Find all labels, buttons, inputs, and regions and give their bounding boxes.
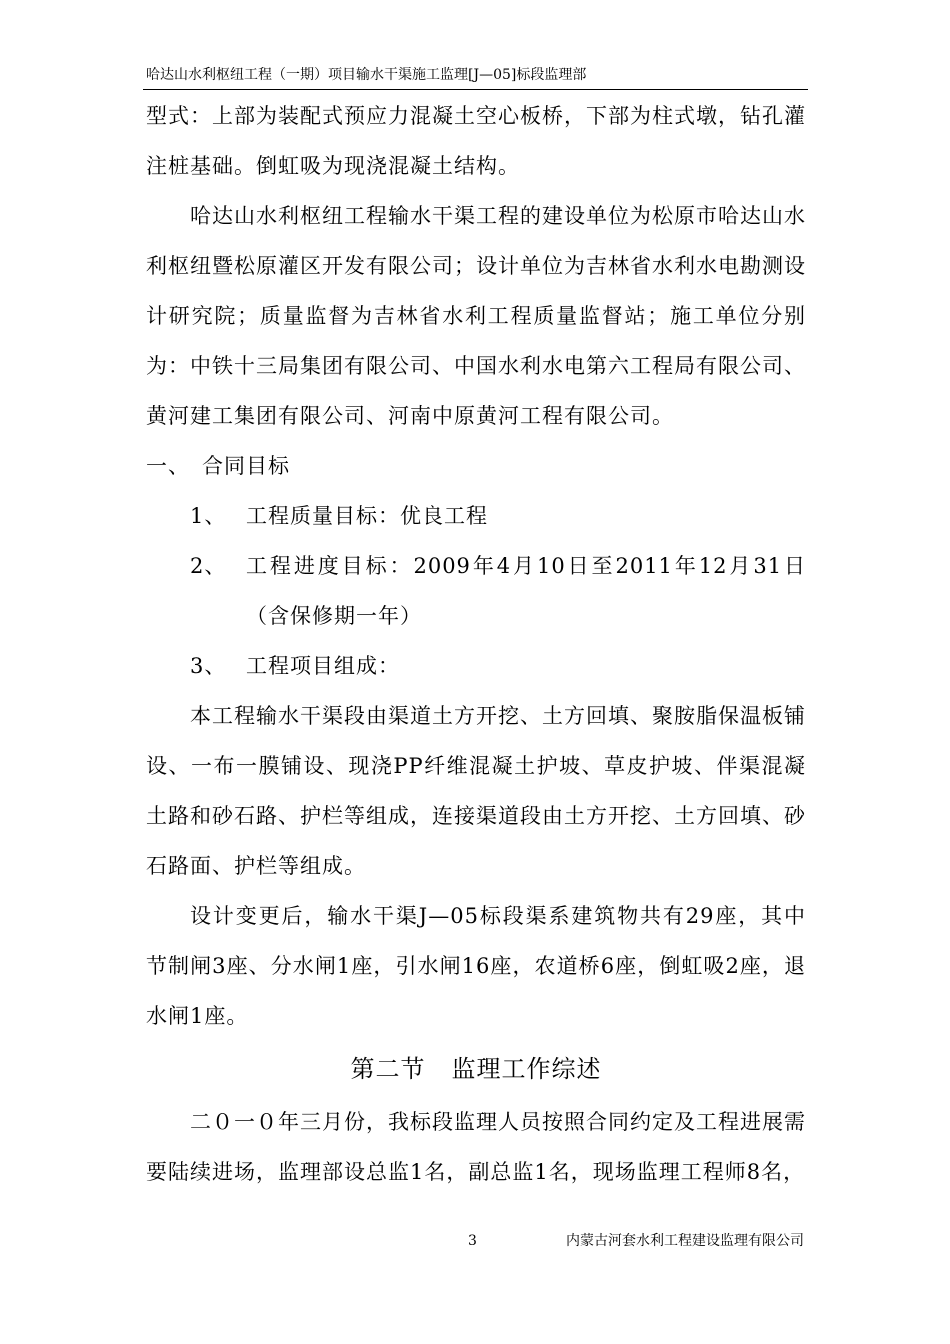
running-header: 哈达山水利枢纽工程（一期）项目输水干渠施工监理[J—05]标段监理部 — [146, 67, 587, 83]
heading-contract-goals — [146, 441, 806, 491]
footer-company-name: 内蒙古河套水利工程建设监理有限公司 — [566, 1233, 804, 1249]
list-item-project-composition — [146, 641, 806, 691]
list-item-text: 工程项目组成： — [246, 654, 400, 678]
paragraph-composition-detail: 本工程输水干渠段由渠道土方开挖、土方回填、聚胺脂保温板铺设、一布一膜铺设、现浇PP纤维混凝土护坡、草皮护坡、伴渠混凝土路和砂石路、护栏等组成，连接渠道段由土方开挖、土方回填、砂石路面、护栏等组成。 — [146, 704, 806, 878]
list-item-number: 1、 — [190, 504, 227, 528]
list-item-text: 工程质量目标：优良工程 — [246, 504, 488, 528]
section-title-text: 监理工作综述 — [451, 1055, 602, 1083]
list-item-number: 3、 — [190, 654, 227, 678]
page-number: 3 — [468, 1233, 477, 1249]
paragraph-project-units: 哈达山水利枢纽工程输水干渠工程的建设单位为松原市哈达山水利枢纽暨松原灌区开发有限公司；设计单位为吉林省水利水电勘测设计研究院；质量监督为吉林省水利工程质量监督站；施工单位分别为：中铁十三局集团有限公司、中国水利水电第六工程局有限公司、黄河建工集团有限公司、河南中原黄河工程有限公司。 — [146, 204, 806, 428]
heading-text: 合同目标 — [202, 454, 290, 478]
heading-number: 一、 — [146, 454, 190, 478]
header-divider — [143, 89, 808, 90]
list-item-quality-goal — [146, 491, 806, 541]
section-number: 第二节 — [350, 1055, 426, 1083]
paragraph-supervision-staff: 二０一０年三月份，我标段监理人员按照合同约定及工程进展需要陆续进场，监理部设总监1名，副总监1名，现场监理工程师8名， — [146, 1110, 806, 1184]
paragraph-buildings-count: 设计变更后，输水干渠J—05标段渠系建筑物共有29座，其中节制闸3座、分水闸1座，引水闸16座，农道桥6座，倒虹吸2座，退水闸1座。 — [146, 904, 806, 1028]
list-item-schedule-goal — [146, 541, 806, 641]
list-item-text: 工程进度目标：2009年4月10日至2011年12月31日（含保修期一年） — [246, 554, 806, 628]
document-body — [146, 91, 806, 1197]
list-item-number: 2、 — [190, 554, 227, 578]
paragraph-structure-type: 型式：上部为装配式预应力混凝土空心板桥，下部为柱式墩，钻孔灌注桩基础。倒虹吸为现浇混凝土结构。 — [146, 104, 806, 178]
section-title — [146, 1041, 806, 1097]
